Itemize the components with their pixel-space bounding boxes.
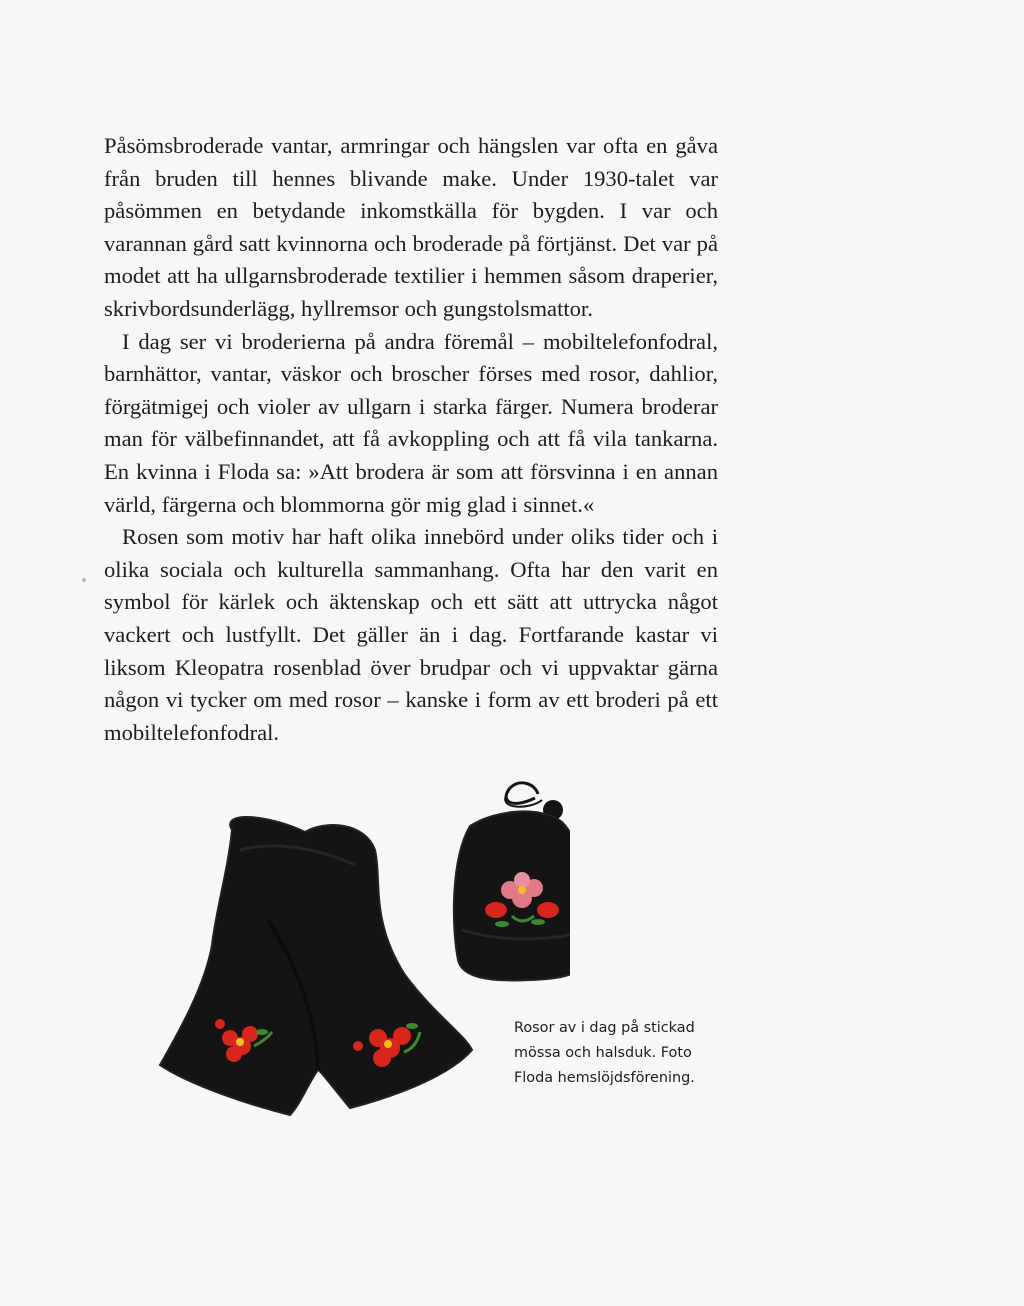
paragraph-2: I dag ser vi broderierna på andra föremål – mobiltelefonfodral, barnhättor, vantar, väskor och broscher förses med rosor, dahlior, förgätmigej och violer av ullgarn i starka färger. Numera broderar man för välbefinnandet, att få avkoppling och att få vila tankarna. En kvinna i Floda sa: »Att brodera är som att försvinna i en annan värld, färgerna och blommorna gör mig glad i sinnet.« [104, 328, 718, 517]
paragraph-1: Påsömsbroderade vantar, armringar och hängslen var ofta en gåva från bruden till hennes blivande make. Under 1930-talet var påsömmen en betydande inkomstkälla för bygden. I var och varannan gård satt kvinnorna och broderade på förtjänst. Det var på modet att ha ullgarnsbroderade textilier i hemmen såsom draperier, skrivbordsunderlägg, hyllremsor och gungstolsmattor. [104, 133, 718, 321]
paragraph-3: Rosen som motiv har haft olika innebörd under oliks tider och i olika sociala och kulturella sammanhang. Ofta har den varit en symbol för kärlek och äktenskap och ett sätt att uttrycka något vackert och lustfyllt. Det gäller än i dag. Fortfarande kastar vi liksom Kleopatra rosenblad över brudpar och vi uppvaktar gärna någon vi tycker om med rosor – kanske i form av ett broderi på ett mobiltelefonfodral. [104, 524, 718, 745]
photo-caption [514, 1016, 734, 1091]
hat-image [408, 783, 570, 981]
body-text [104, 130, 718, 749]
caption-line: Rosor av i dag på stickad [514, 1020, 695, 1036]
scarf-image [160, 817, 472, 1115]
caption-line: mössa och halsduk. Foto [514, 1045, 692, 1061]
margin-mark [82, 578, 86, 582]
caption-line: Floda hemslöjdsförening. [514, 1070, 695, 1086]
photo-hat-and-scarf [150, 770, 570, 1130]
